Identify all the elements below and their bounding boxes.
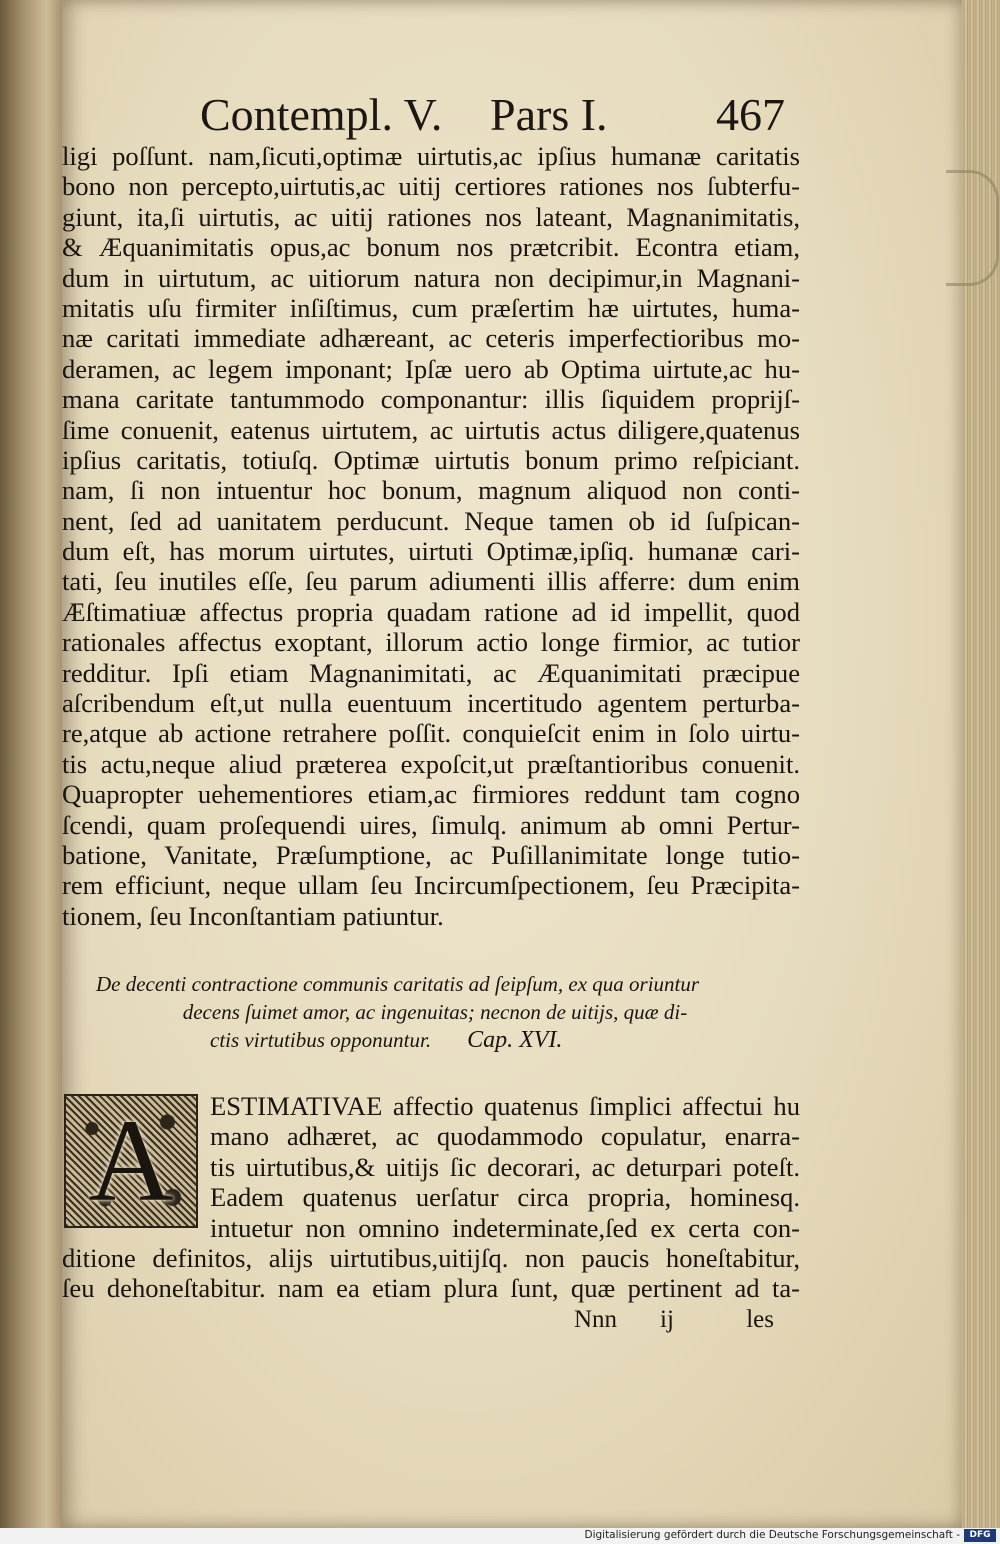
text-line: mana caritate tantummodo componantur: illis ſiquidem proprijſ- xyxy=(62,384,800,415)
text-line: batione, Vanitate, Præſumptione, ac Puſillanimitate longe tutio- xyxy=(62,839,800,870)
text-line: rationales affectus exoptant, illorum actio longe firmior, ac tutior xyxy=(62,627,800,658)
text-line: dum in uirtutum, ac uitiorum natura non decipimur,in Magnani- xyxy=(62,262,800,293)
signature-mark: Nnn xyxy=(574,1306,618,1333)
text-line: ſeu dehoneſtabitur. nam ea etiam plura ſunt, quæ pertinent ad ta- xyxy=(62,1273,800,1304)
chapter-heading-line3-text: ctis virtutibus opponuntur. xyxy=(210,1028,432,1052)
text-line: ESTIMATIVAE affectio quatenus ſimplici affectui hu xyxy=(210,1091,800,1121)
signature-number: ij xyxy=(660,1306,674,1333)
text-line: ſcendi, quam proſequendi uires, ſimulq. animum ab omni Pertur- xyxy=(62,809,800,840)
text-line: Æſtimatiuæ affectus propria quadam ratione ad id impellit, quod xyxy=(62,596,800,627)
text-line: ſime conuenit, eatenus uirtutem, ac uirtutis actus diligere,quatenus xyxy=(62,414,800,445)
chapter-heading-line: De decenti contractione communis caritatis ad ſeipſum, ex qua oriuntur xyxy=(96,972,700,996)
dfg-logo-icon: DFG xyxy=(964,1529,996,1542)
chapter-heading-line: decens ſuimet amor, ac ingenuitas; necnon de uitijs, quæ di- xyxy=(182,1000,688,1024)
text-line: dum eſt, has morum uirtutes, uirtuti Optimæ,ipſiq. humanæ cari- xyxy=(62,536,800,567)
text-line: ipſius caritatis, totiuſq. Optimæ uirtutis bonum primo reſpiciant. xyxy=(62,444,800,475)
text-line: tis uirtutibus,& uitijs ſic decorari, ac deturpari poteſt. xyxy=(210,1151,800,1182)
text-line: nam, ſi non intuentur hoc bonum, magnum aliquod non conti- xyxy=(62,475,800,506)
chapter-text-indented xyxy=(210,1091,800,1243)
digitization-footer xyxy=(0,1528,1000,1544)
text-line: aſcribendum eſt,ut nulla euentuum incertitudo agentem perturba- xyxy=(62,688,800,719)
page-number: 467 xyxy=(716,89,785,140)
text-line: bono non percepto,uirtutis,ac uitij certiores rationes nos ſubterfu- xyxy=(62,171,800,202)
running-head-title: Contempl. V. xyxy=(200,89,443,140)
text-line: tati, ſeu inutiles eſſe, ſeu parum adiumenti illis afferre: dum enim xyxy=(62,566,800,597)
facing-page-edge xyxy=(0,0,62,1528)
text-line: mano adhæret, ac quodammodo copulatur, enarra- xyxy=(210,1121,800,1152)
chapter-label: Cap. XVI. xyxy=(467,1027,563,1053)
text-line: tionem, ſeu Inconſtantiam patiuntur. xyxy=(62,900,444,931)
text-line: ditione definitos, alijs uirtutibus,uitijſq. non paucis honeſtabitur, xyxy=(62,1243,800,1273)
text-line: Quapropter uehementiores etiam,ac firmiores reddunt tam cogno xyxy=(62,779,800,810)
text-line: redditur. Ipſi etiam Magnanimitati, ac Æquanimitati præcipue xyxy=(62,657,800,688)
text-line: deramen, ac legem imponant; Ipſæ uero ab Optima uirtute,ac hu- xyxy=(62,353,800,384)
signature-line xyxy=(574,1306,774,1340)
text-line: intuetur non omnino indeterminate,ſed ex certa con- xyxy=(210,1212,800,1243)
text-line: ligi poſſunt. nam,ſicuti,optimæ uirtutis,ac ipſius humanæ caritatis xyxy=(62,141,800,171)
text-line: re,atque ab actione retrahere poſſit. conquieſcit enim in ſolo uirtu- xyxy=(62,718,800,749)
text-line: Eadem quatenus uerſatur circa propria, hominesq. xyxy=(210,1182,800,1213)
page-clip-shadow xyxy=(946,170,999,286)
running-head-part: Pars I. xyxy=(490,89,608,140)
text-line: næ caritati immediate adhæreant, ac ceteris imperfectioribus mo- xyxy=(62,323,800,354)
body-text xyxy=(62,141,800,931)
running-head xyxy=(200,88,785,138)
text-line: nent, ſed ad uanitatem perducunt. Neque tamen ob id ſuſpican- xyxy=(62,505,800,536)
decorated-initial xyxy=(64,1094,198,1228)
chapter-heading xyxy=(90,970,780,1054)
text-line: mitatis uſu firmiter inſiſtimus, cum præſertim hæ uirtutes, huma- xyxy=(62,292,800,323)
catchword: les xyxy=(746,1306,774,1333)
initial-letter: A xyxy=(88,1095,174,1226)
chapter-text-full xyxy=(62,1243,800,1304)
text-line: giunt, ita,ſi uirtutis, ac uitij rationes nos lateant, Magnanimitatis, xyxy=(62,201,800,232)
text-line: rem efficiunt, neque ullam ſeu Incircumſpectionem, ſeu Præcipita- xyxy=(62,870,800,901)
text-line: & Æquanimitatis opus,ac bonum nos prætcribit. Econtra etiam, xyxy=(62,232,800,263)
text-line: tis actu,neque aliud præterea expoſcit,ut præſtantioribus conuenit. xyxy=(62,748,800,779)
chapter-heading-line xyxy=(90,1026,780,1054)
footer-credit: Digitalisierung gefördert durch die Deutsche Forschungsgemeinschaft - xyxy=(584,1529,960,1541)
